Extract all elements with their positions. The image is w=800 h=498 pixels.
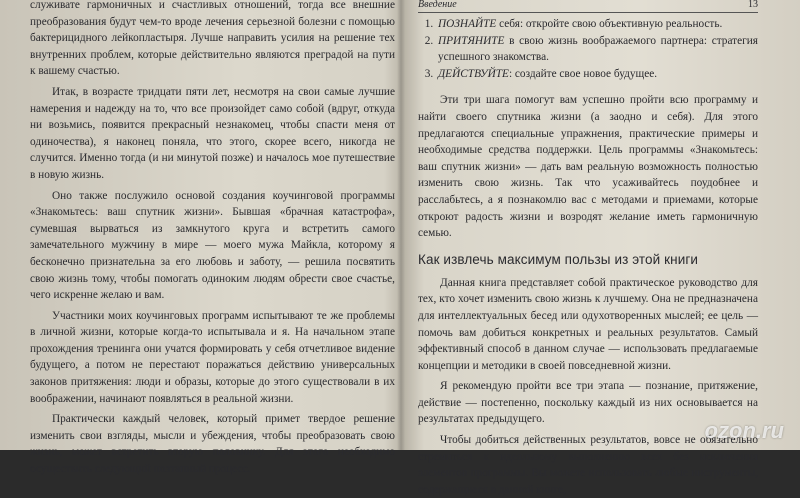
running-head-title: Введение (418, 0, 457, 10)
left-paragraph-2: Итак, в возрасте тридцати пяти лет, несмотря на свои самые лучшие намерения и надежду на то, что все произойдет само собой (вдруг, откуда ни возьмись, появится прекрасный незнакомец, чтобы спасти меня от одиночества), я наконец поняла, что этого, скорее всего, никогда не случится. Именно тогда (и ни минутой позже) и началось мое путешествие в новую жизнь. (30, 85, 395, 181)
book-spine (397, 0, 405, 450)
left-paragraph-3: Оно также послужило основой создания коучинговой программы «Знакомьтесь: ваш спутник жизни». Бывшая «брачная катастрофа», сумевшая вырваться из замкнутого круга и встретить самого замечательного мужчину в мире — моего мужа Майкла, которому я бесконечно признательна за его любовь и заботу, — решила посвятить свою жизнь тому, чтобы помогать одиноким людям обрести свое счастье, чего искренне желаю и вам. (30, 189, 395, 302)
right-paragraph-1: Данная книга представляет собой практическое руководство для тех, кто хочет изменить свою жизнь к лучшему. Она не предназначена для интеллектуальных бесед или одухотворенных мыслей; ее цель — помочь вам добиться конкретных и реальных результатов. Самый эффективный способ в данном случае — использовать предлагаемые концепции и методики в своей повседневной жизни. (418, 276, 758, 372)
running-head (418, 0, 758, 13)
step-text: в свою жизнь воображаемого партнера: стратегия успешного знакомства. (438, 34, 758, 64)
page-number: 13 (748, 0, 758, 10)
right-paragraph-2: Я рекомендую пройти все три этапа — познание, притяжение, действие — постепенно, поскольку каждый из них основывается на результатах предыдущего. (418, 380, 758, 426)
steps-list (418, 16, 758, 82)
step-item (436, 16, 758, 33)
step-text: : создайте свое новое будущее. (508, 67, 658, 80)
left-paragraph-5: Практически каждый человек, который примет твердое решение изменить свои взгляды, мысли и убеждения, чтобы преобразовать свою жизнь, может встретить вторую половинку. Для этого необходимо осуществить следующий поэтапный процесс. (30, 413, 395, 476)
left-paragraph-4: Участники моих коучинговых программ испытывают те же проблемы в личной жизни, которые когда-то испытывала и я. На начальном этапе прохождения тренинга они учатся формировать у себя отчетливое видение будущего, а потом не перестают поражаться действию универсальных законов притяжения: люди и образы, которые до этого существовали в их воображении, начинают появляться в реальной жизни. (30, 309, 395, 405)
left-paragraph-1: служивате гармоничных и счастливых отношений, тогда все внешние преобразования будут чем-то вроде лечения серьезной болезни с помощью бактерицидного лейкопластыря. Лучше направить усилия на решение тех внутренних проблем, которые действительно являются преградой на пути к вашему счастью. (30, 0, 395, 78)
step-text: себя: откройте свою объективную реальность. (496, 18, 723, 30)
right-paragraph-3: Чтобы добиться действенных результатов, вовсе не обязательно стремиться к идеальному выполнению всех без исключения элементов программы. Вы можете использовать любые инструменты, содержащиеся в данной книге, (418, 434, 758, 496)
step-keyword: ДЕЙСТВУЙТЕ (438, 67, 509, 80)
step-item (436, 33, 758, 66)
left-page (30, 0, 395, 476)
step-keyword: ПОЗНАЙТЕ (438, 18, 497, 30)
step-item (436, 66, 758, 83)
ozon-watermark: ozon.ru (704, 418, 784, 443)
step-keyword: ПРИТЯНИТЕ (438, 34, 505, 47)
section-heading: Как извлечь максимум пользы из этой книги (418, 251, 699, 267)
right-page (418, 0, 758, 496)
intro-paragraph: Эти три шага помогут вам успешно пройти всю программу и найти своего спутника жизни (а заодно и себя). Для этого предлагаются специальные упражнения, практические примеры и необходимые средства поддержки. Цель программы «Знакомьтесь: ваш спутник жизни» — дать вам реальную возможность полностью изменить свою жизнь. Так что усаживайтесь поудобнее и расслабьтесь, а я познакомлю вас с методами и приемами, которые откроют радость жизни и возродят желание иметь гармоничную семью. (418, 94, 758, 240)
